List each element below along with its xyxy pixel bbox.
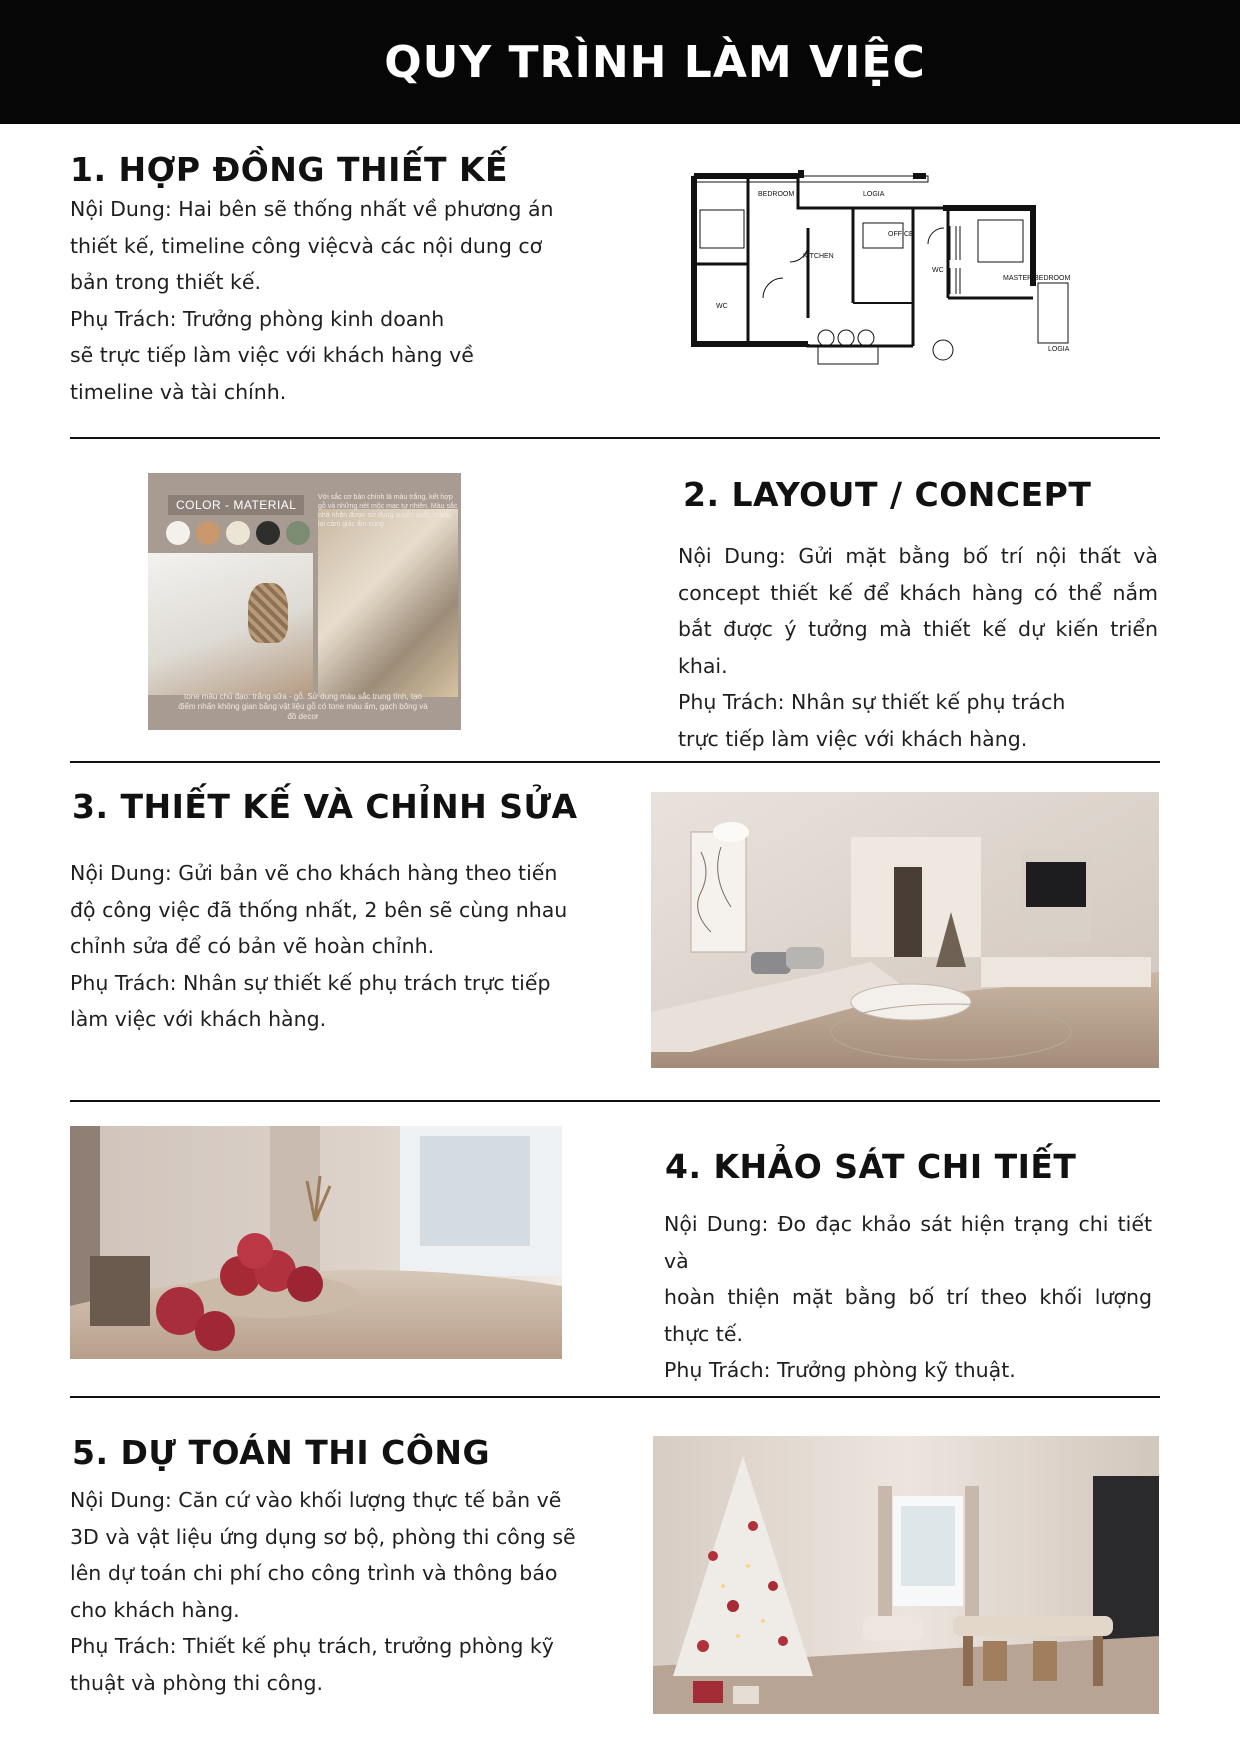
section-1-line: timeline và tài chính. [70,379,287,404]
section-1-line: Phụ Trách: Trưởng phòng kinh doanh [70,306,445,331]
section-1-line: bản trong thiết kế. [70,270,262,294]
section-4-line: thực tế. [664,1321,743,1346]
section-2-line: Phụ Trách: Nhân sự thiết kế phụ trách [678,690,1066,714]
section-3-body [70,855,590,1038]
moodboard-tag: COLOR - MATERIAL [168,495,304,515]
section-4-line: Phụ Trách: Trưởng phòng kỹ thuật. [664,1358,1016,1382]
floor-plan-image [688,168,1076,368]
christmas-living-room-render [653,1436,1159,1714]
divider-2 [70,761,1160,763]
color-swatch [226,521,250,545]
section-3-line: Nội Dung: Gửi bản vẽ cho khách hàng theo tiến [70,861,558,885]
section-5-line: lên dự toán chi phí cho công trình và thông báo [70,1561,558,1585]
color-swatch [166,521,190,545]
section-1-body [70,191,580,410]
section-2-line: bắt được ý tưởng mà thiết kế dự kiến triển khai. [678,617,1158,678]
plan-label-logia-bottom: LOGIA [1048,346,1070,353]
section-1-title: 1. HỢP ĐỒNG THIẾT KẾ [70,150,509,189]
section-2-line: concept thiết kế để khách hàng có thể nắm [678,580,1158,605]
dining-table-photo [70,1126,562,1359]
plan-label-wc-left: WC [716,303,728,310]
page-header [0,0,1240,124]
section-5-line: cho khách hàng. [70,1597,240,1622]
section-4-line: Nội Dung: Đo đạc khảo sát hiện trạng chi tiết và [664,1212,1152,1273]
section-3-line: Phụ Trách: Nhân sự thiết kế phụ trách trực tiếp [70,970,551,995]
plan-label-kitchen: KITCHEN [803,253,834,260]
color-swatch [286,521,310,545]
color-swatches [166,521,310,545]
section-4-title: 4. KHẢO SÁT CHI TIẾT [665,1147,1077,1186]
section-1-line: thiết kế, timeline công việcvà các nội dung cơ [70,233,543,258]
section-3-line: độ công việc đã thống nhất, 2 bên sẽ cùng nhau [70,897,568,922]
section-2-title: 2. LAYOUT / CONCEPT [683,475,1092,514]
divider-4 [70,1396,1160,1398]
section-5-line: Phụ Trách: Thiết kế phụ trách, trưởng phòng kỹ [70,1634,554,1658]
color-swatch [196,521,220,545]
divider-1 [70,437,1160,439]
moodboard-caption: tone màu chủ đạo: trắng sữa - gỗ. Sử dụng màu sắc trung tính, tạo điểm nhấn không gian bằng vật liệu gỗ có tone màu ấm, gạch bông và đồ decor [178,692,428,721]
section-1-line: sẽ trực tiếp làm việc với khách hàng về [70,343,474,367]
plan-label-wc-right: WC [932,267,944,274]
section-5-line: 3D và vật liệu ứng dụng sơ bộ, phòng thi công sẽ [70,1524,576,1549]
plan-label-bedroom: BEDROOM [758,191,795,198]
section-5-line: thuật và phòng thi công. [70,1670,323,1695]
moodboard-vase [248,583,288,643]
color-swatch [256,521,280,545]
section-2-line: Nội Dung: Gửi mặt bằng bố trí nội thất và [678,544,1158,568]
moodboard-photo-table [148,553,313,695]
section-3-line: làm việc với khách hàng. [70,1007,327,1031]
living-room-render [651,792,1159,1068]
section-4-body [664,1206,1152,1389]
divider-3 [70,1100,1160,1102]
section-3-title: 3. THIẾT KẾ VÀ CHỈNH SỬA [72,787,578,826]
section-4-line: hoàn thiện mặt bằng bố trí theo khối lượng [664,1285,1152,1309]
section-5-title: 5. DỰ TOÁN THI CÔNG [72,1433,491,1472]
moodboard-note: Với sắc cơ bản chính là màu trắng, kết hợp gỗ và những nét mộc mạc tự nhiên. Màu sắc nhã nhặn được sử dụng xuyên suốt, mang lại cảm giác ấm cúng. [318,494,458,528]
moodboard-photo-materials [318,509,458,697]
section-1-line: Nội Dung: Hai bên sẽ thống nhất về phương án [70,197,554,221]
plan-label-office: OFFICE [888,231,914,238]
section-2-line: trực tiếp làm việc với khách hàng. [678,726,1028,751]
color-material-moodboard [148,473,461,730]
section-2-body [678,538,1158,757]
plan-label-logia-top: LOGIA [863,191,885,198]
section-5-line: Nội Dung: Căn cứ vào khối lượng thực tế bản vẽ [70,1488,562,1512]
section-5-body [70,1482,600,1701]
plan-label-master-bedroom: MASTER BEDROOM [1003,275,1071,282]
page-title: QUY TRÌNH LÀM VIỆC [384,36,926,88]
section-3-line: chỉnh sửa để có bản vẽ hoàn chỉnh. [70,934,435,958]
